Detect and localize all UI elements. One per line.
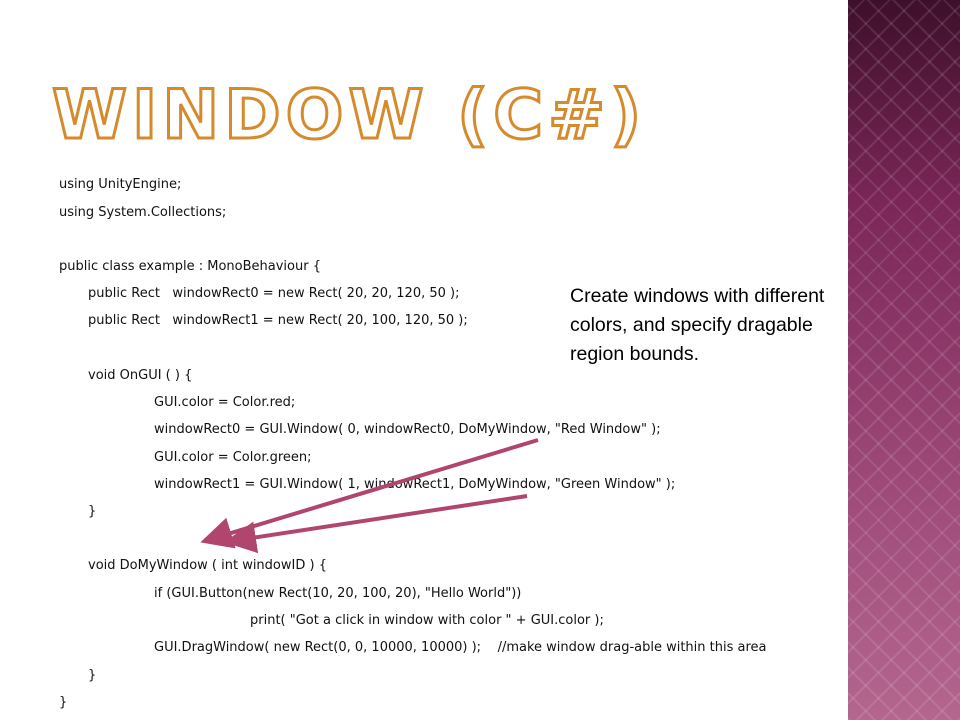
code-line: if (GUI.Button(new Rect(10, 20, 100, 20), "Hello World")) (154, 586, 522, 601)
code-line: print( "Got a click in window with color " + GUI.color ); (250, 613, 604, 628)
callout-text: Create windows with different colors, and specify dragable region bounds. (570, 285, 825, 365)
code-line: } (88, 504, 97, 519)
slide-title: WINDOW (C#) (52, 76, 647, 155)
code-line: void OnGUI ( ) { (88, 368, 193, 383)
code-line: GUI.color = Color.red; (154, 395, 296, 410)
code-line: public Rect windowRect1 = new Rect( 20, 100, 120, 50 ); (88, 313, 468, 328)
code-line: public class example : MonoBehaviour { (59, 259, 321, 274)
code-line: } (88, 668, 97, 683)
code-line: windowRect0 = GUI.Window( 0, windowRect0, DoMyWindow, "Red Window" ); (154, 422, 661, 437)
code-line: using System.Collections; (59, 205, 227, 220)
code-line: void DoMyWindow ( int windowID ) { (88, 558, 327, 573)
code-line: windowRect1 = GUI.Window( 1, windowRect1, DoMyWindow, "Green Window" ); (154, 477, 676, 492)
code-line: } (59, 695, 68, 710)
code-line: public Rect windowRect0 = new Rect( 20, 20, 120, 50 ); (88, 286, 460, 301)
code-line: GUI.color = Color.green; (154, 450, 312, 465)
arrow-to-dragwindow-1 (208, 440, 538, 540)
code-line: GUI.DragWindow( new Rect(0, 0, 10000, 10000) ); //make window drag-able within this area (154, 640, 767, 655)
code-line: using UnityEngine; (59, 177, 182, 192)
